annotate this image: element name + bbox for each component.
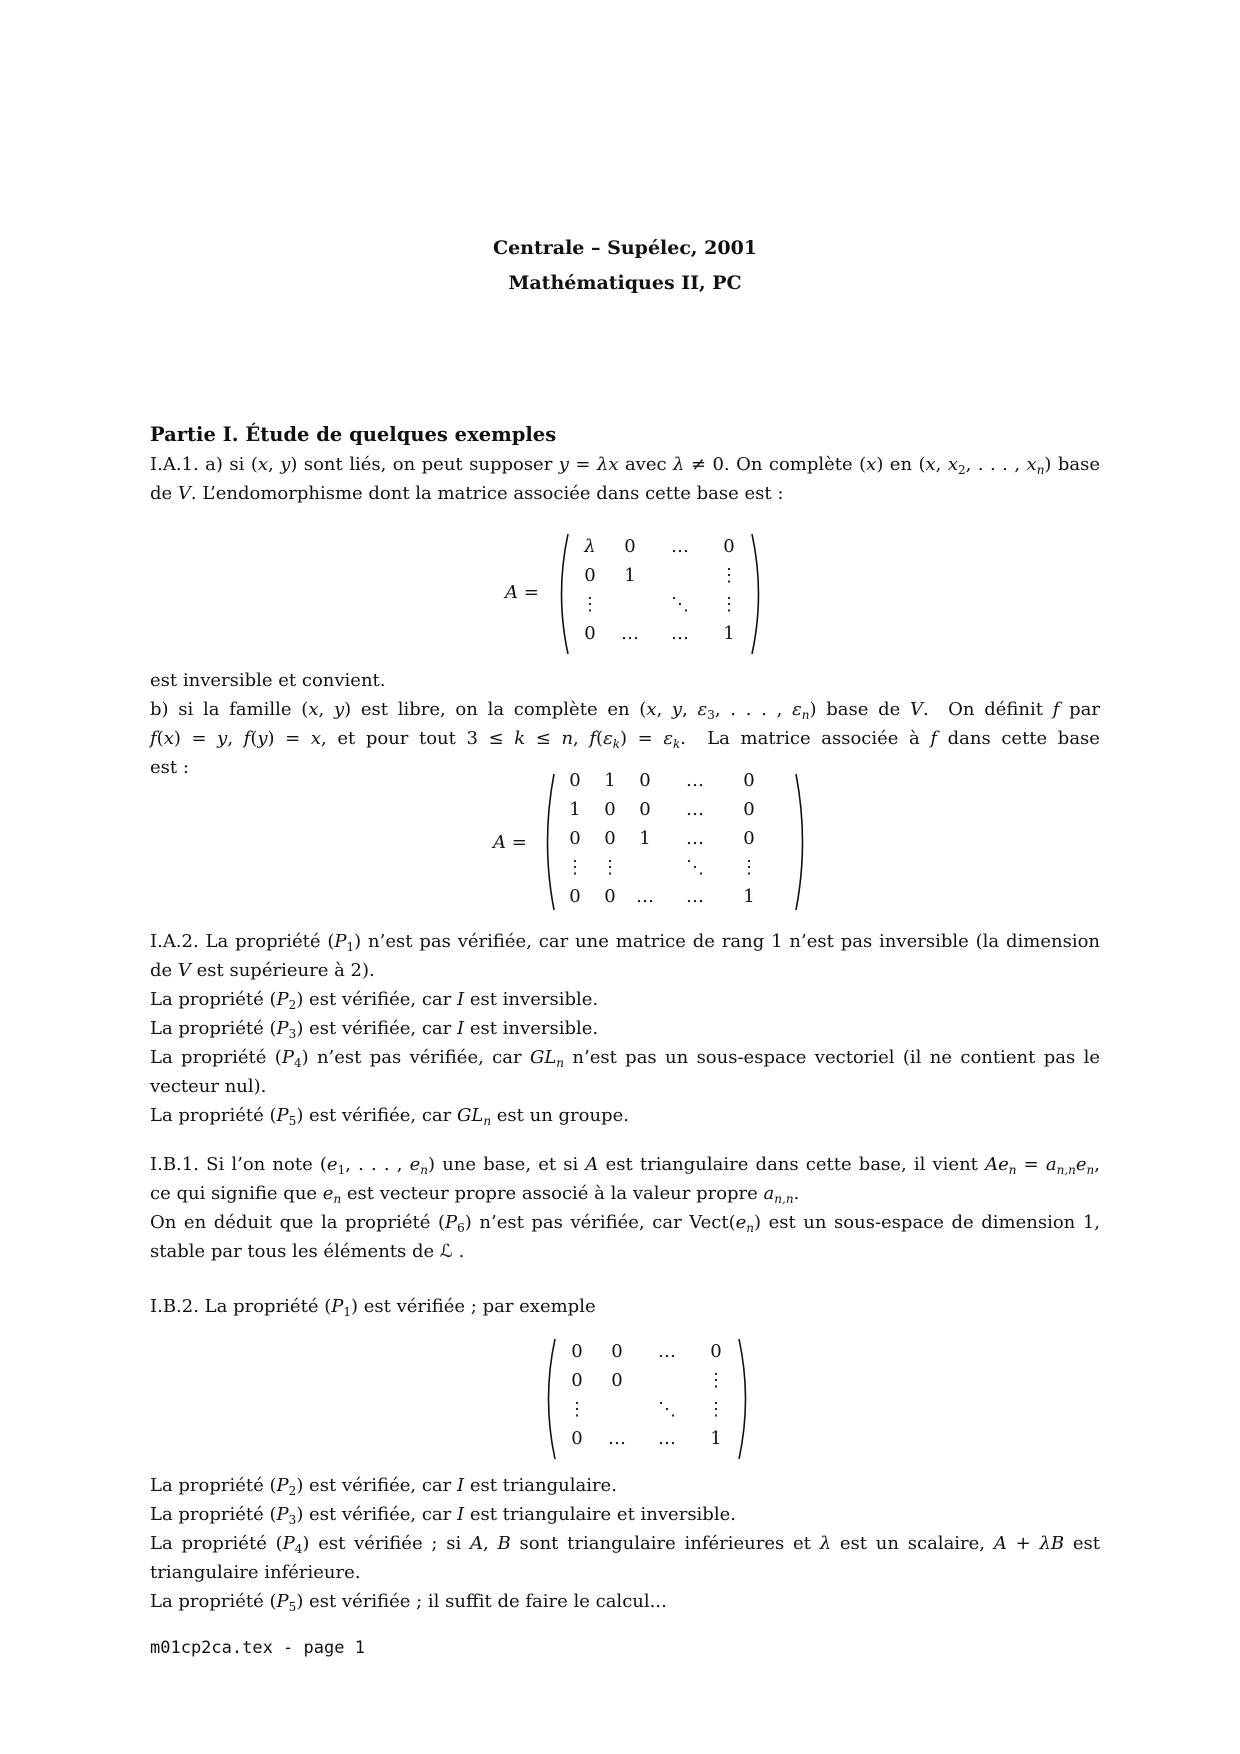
ia2-line-4: La propriété $(P_3)$ est vérifiée, car I est inversible. bbox=[150, 1018, 599, 1041]
ia1-line-2-text: L’endomorphisme dont la matrice associée dans cette base est : bbox=[202, 483, 784, 504]
matrix-cell: 0 bbox=[743, 770, 755, 791]
ia1-b-line-1: b) si la famille (x, y) est libre, on la complète en (x, y, $\varepsilon_3$, . . . , $\varepsilon_n$) base de V. On définit f par bbox=[150, 699, 1100, 722]
ib1-line-2: ce qui signifie que $e_n$ est vecteur propre associé à la valeur propre $a_{n,n}$. bbox=[150, 1183, 800, 1206]
matrix-cell: 0 bbox=[571, 1341, 583, 1362]
matrix-cell: 0 bbox=[604, 799, 616, 820]
matrix-cell: ⋮ bbox=[601, 857, 619, 878]
ib1-line-1: I.B.1. Si l’on note ($e_1$, . . . , $e_n$) une base, et si A est triangulaire dans cette base, il vient $Ae_n = a_{n,n}e_n$, bbox=[150, 1154, 1101, 1177]
matrix-cell: … bbox=[686, 828, 704, 849]
matrix-cell: 1 bbox=[604, 770, 616, 791]
left-paren-icon bbox=[553, 532, 571, 656]
matrix-cell: 1 bbox=[723, 623, 735, 644]
matrix-cell: … bbox=[658, 1341, 676, 1362]
matrix-b bbox=[493, 772, 913, 912]
matrix-cell: ⋮ bbox=[566, 857, 584, 878]
matrix-cell: 0 bbox=[639, 799, 651, 820]
ib1-line-4: stable par tous les éléments de ℒ . bbox=[150, 1241, 465, 1262]
matrix-cell: ⋱ bbox=[658, 1399, 676, 1420]
right-paren-icon bbox=[736, 1337, 754, 1461]
matrix-b-table bbox=[557, 766, 771, 911]
matrix-a-table bbox=[571, 532, 749, 648]
ib1-paragraph bbox=[150, 1150, 1100, 1266]
left-paren-icon bbox=[540, 1337, 558, 1461]
matrix-cell: … bbox=[608, 1428, 626, 1449]
matrix-cell: λ bbox=[584, 536, 596, 557]
matrix-cell: ⋱ bbox=[686, 857, 704, 878]
ib2-line-4: triangulaire inférieure. bbox=[150, 1562, 361, 1583]
matrix-cell: … bbox=[621, 623, 639, 644]
ib2-intro bbox=[150, 1292, 1100, 1321]
matrix-cell: 0 bbox=[569, 828, 581, 849]
matrix-cell: ⋮ bbox=[720, 594, 738, 615]
ib2-line-2: La propriété $(P_3)$ est vérifiée, car I est triangulaire et inversible. bbox=[150, 1504, 736, 1527]
matrix-cell: 0 bbox=[611, 1370, 623, 1391]
matrix-cell: 1 bbox=[639, 828, 651, 849]
right-paren-icon bbox=[793, 772, 811, 912]
matrix-cell: 0 bbox=[584, 565, 596, 586]
matrix-cell bbox=[638, 1366, 696, 1395]
matrix-cell bbox=[627, 853, 663, 882]
matrix-cell: 1 bbox=[624, 565, 636, 586]
matrix-c-table bbox=[558, 1337, 736, 1453]
matrix-cell: 0 bbox=[569, 770, 581, 791]
ib2-line-3: La propriété $(P_4)$ est vérifiée ; si A, B sont triangulaire inférieures et λ est un scalaire, A + λB est bbox=[150, 1533, 1100, 1556]
matrix-cell: 0 bbox=[743, 828, 755, 849]
ia1-line-2: de V. L’endomorphisme dont la matrice associée dans cette base est : bbox=[150, 483, 784, 504]
matrix-cell bbox=[651, 561, 709, 590]
matrix-cell: ⋮ bbox=[740, 857, 758, 878]
ib2-intro-line: I.B.2. La propriété $(P_1)$ est vérifiée ; par exemple bbox=[150, 1296, 596, 1319]
matrix-cell: 0 bbox=[604, 828, 616, 849]
ia1-line-1: I.A.1. a) si (x, y) sont liés, on peut supposer y = λx avec λ ≠ 0. On complète (x) en (x, $x_2$, . . . , $x_n$) base bbox=[150, 454, 1101, 477]
ib2-paragraph bbox=[150, 1471, 1100, 1616]
matrix-cell: ⋮ bbox=[568, 1399, 586, 1420]
matrix-a-label: A = bbox=[505, 582, 539, 603]
right-paren-icon bbox=[749, 532, 767, 656]
ia2-line-6: vecteur nul). bbox=[150, 1076, 267, 1097]
matrix-cell: 0 bbox=[743, 799, 755, 820]
matrix-cell: … bbox=[658, 1428, 676, 1449]
matrix-cell: ⋮ bbox=[581, 594, 599, 615]
matrix-cell: 0 bbox=[571, 1428, 583, 1449]
ia2-paragraph bbox=[150, 927, 1100, 1130]
matrix-cell: 0 bbox=[584, 623, 596, 644]
ia2-line-1: I.A.2. La propriété $(P_1)$ n’est pas vérifiée, car une matrice de rang 1 n’est pas inversible (la dimension bbox=[150, 931, 1101, 954]
matrix-cell: 0 bbox=[604, 886, 616, 907]
matrix-cell: 0 bbox=[639, 770, 651, 791]
matrix-cell: … bbox=[686, 799, 704, 820]
matrix-cell: 1 bbox=[710, 1428, 722, 1449]
matrix-cell: 0 bbox=[571, 1370, 583, 1391]
matrix-b-label: A = bbox=[493, 832, 527, 853]
matrix-cell bbox=[596, 1395, 638, 1424]
ia2-line-5: La propriété $(P_4)$ n’est pas vérifiée, car $GL_n$ n’est pas un sous-espace vectoriel (il ne contient pas le bbox=[150, 1047, 1100, 1070]
matrix-cell: 0 bbox=[611, 1341, 623, 1362]
ia1-b-paragraph bbox=[150, 666, 1100, 782]
matrix-cell: … bbox=[686, 886, 704, 907]
ib1-line-3: On en déduit que la propriété $(P_6)$ n’est pas vérifiée, car $Vect(e_n)$ est un sous-espace de dimension 1, bbox=[150, 1212, 1101, 1235]
matrix-a bbox=[505, 532, 885, 662]
header-line-2: Mathématiques II, PC bbox=[508, 272, 742, 294]
page-footer: m01cp2ca.tex - page 1 bbox=[150, 1638, 365, 1658]
matrix-cell: ⋱ bbox=[671, 594, 689, 615]
matrix-cell: 1 bbox=[743, 886, 755, 907]
ia2-line-2: de V est supérieure à 2). bbox=[150, 960, 375, 981]
left-paren-icon bbox=[539, 772, 557, 912]
matrix-cell: … bbox=[671, 536, 689, 557]
matrix-cell: ⋮ bbox=[720, 565, 738, 586]
matrix-cell: … bbox=[686, 770, 704, 791]
ib2-line-5: La propriété $(P_5)$ est vérifiée ; il suffit de faire le calcul... bbox=[150, 1591, 667, 1614]
ia2-line-7: La propriété $(P_5)$ est vérifiée, car $GL_n$ est un groupe. bbox=[150, 1105, 629, 1128]
ia1-b-line-3: est : bbox=[150, 757, 189, 778]
matrix-cell: … bbox=[671, 623, 689, 644]
matrix-cell: ⋮ bbox=[707, 1399, 725, 1420]
matrix-cell: 0 bbox=[723, 536, 735, 557]
matrix-cell: ⋮ bbox=[707, 1370, 725, 1391]
section-title: Partie I. Étude de quelques exemples bbox=[150, 423, 557, 446]
ia1-paragraph bbox=[150, 450, 1100, 508]
matrix-c bbox=[540, 1337, 860, 1467]
matrix-cell: 0 bbox=[569, 886, 581, 907]
ib2-line-1: La propriété $(P_2)$ est vérifiée, car I est triangulaire. bbox=[150, 1475, 617, 1498]
matrix-cell: 0 bbox=[624, 536, 636, 557]
document-page bbox=[150, 0, 1100, 1754]
matrix-cell bbox=[609, 590, 651, 619]
ia1-b-line-2: f(x) = y, f(y) = x, et pour tout 3 ≤ k ≤ n, $f(\varepsilon_k) = \varepsilon_k$. La matrice associée à f dans cette base bbox=[150, 728, 1100, 751]
matrix-cell: … bbox=[636, 886, 654, 907]
matrix-cell: 0 bbox=[710, 1341, 722, 1362]
matrix-cell: 1 bbox=[569, 799, 581, 820]
header-line-1: Centrale – Supélec, 2001 bbox=[492, 237, 758, 259]
ia2-line-3: La propriété $(P_2)$ est vérifiée, car I est inversible. bbox=[150, 989, 599, 1012]
ia1-after: est inversible et convient. bbox=[150, 670, 386, 691]
